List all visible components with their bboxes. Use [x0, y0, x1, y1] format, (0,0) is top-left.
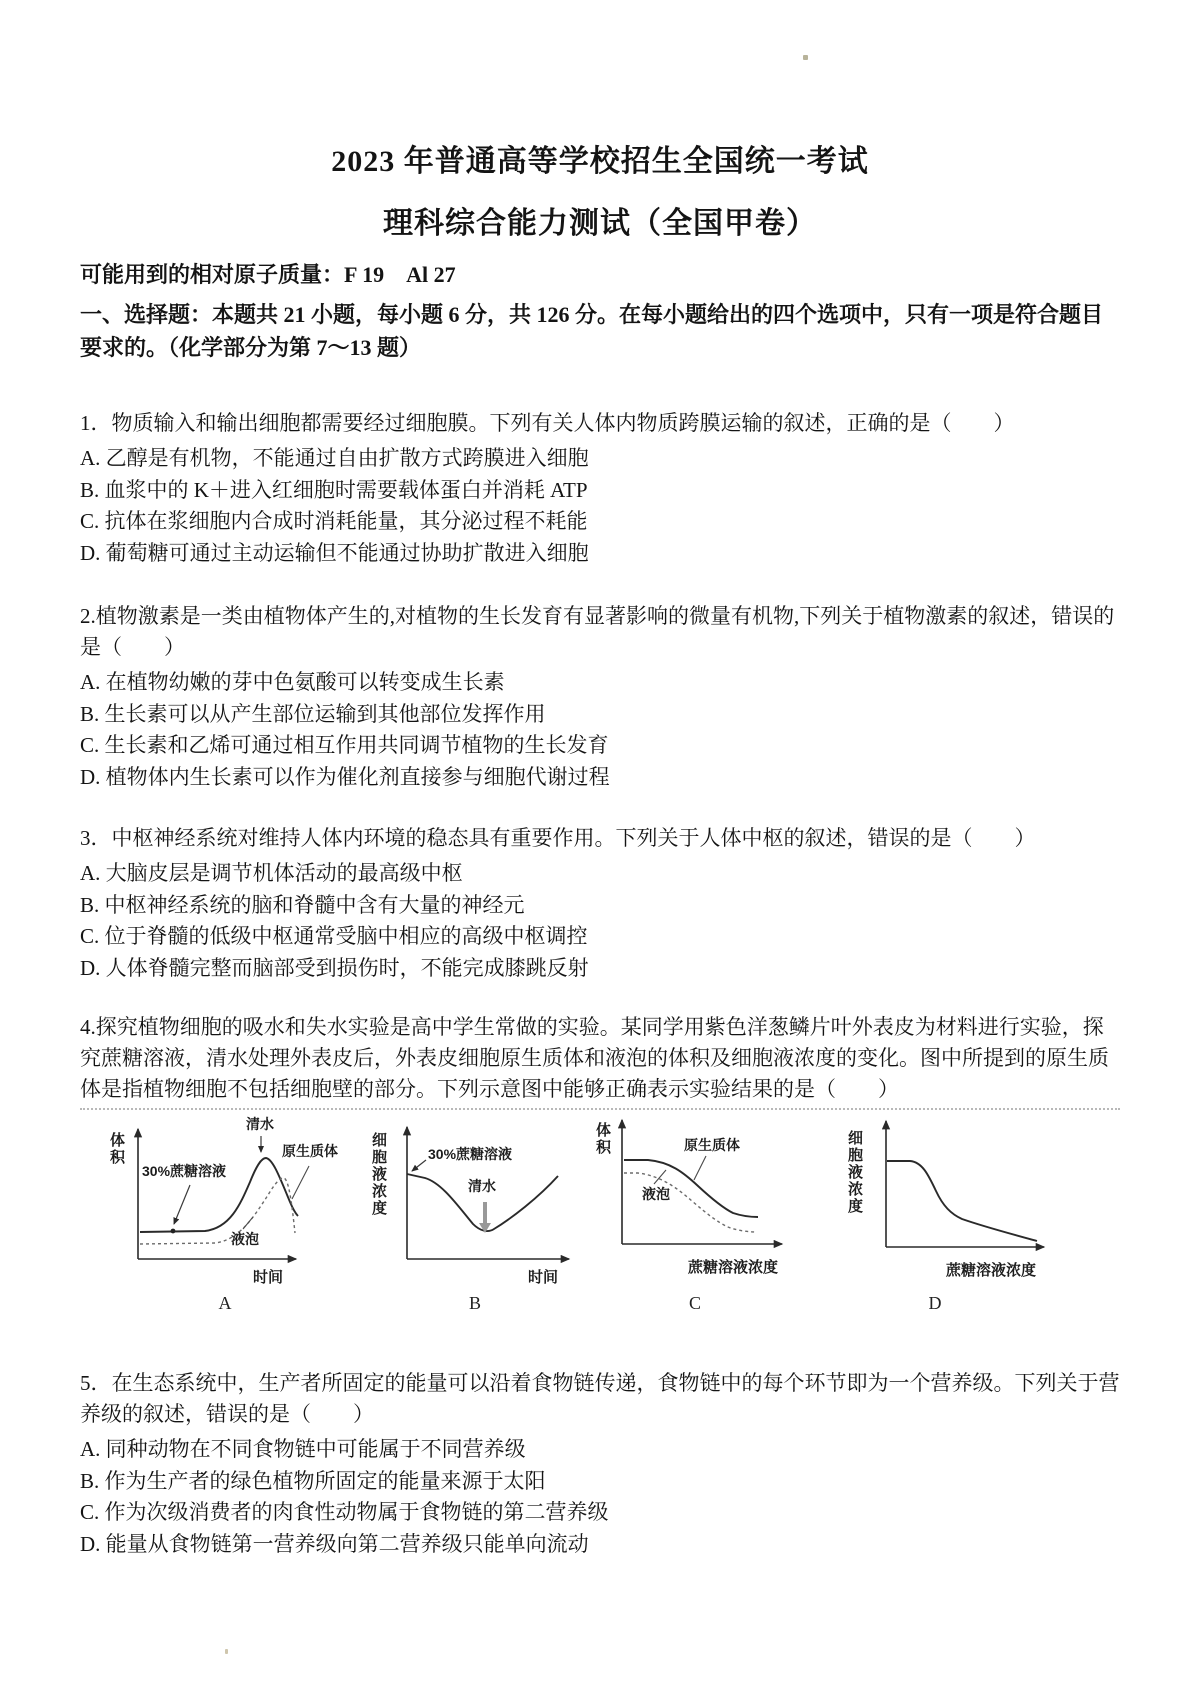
d-concentration-curve: [887, 1161, 1037, 1241]
c-protoplast-label: 原生质体: [684, 1137, 740, 1153]
panel-a-letter: A: [218, 1293, 232, 1313]
question-1-option-d: D. 葡萄糖可通过主动运输但不能通过协助扩散进入细胞: [80, 540, 589, 565]
b-sucrose-label: 30%蔗糖溶液: [428, 1146, 513, 1162]
question-5-option-d: D. 能量从食物链第一营养级向第二营养级只能单向流动: [80, 1531, 589, 1556]
figure-panel-b: [370, 1110, 580, 1322]
question-1-option-c: C. 抗体在浆细胞内合成时消耗能量，其分泌过程不耗能: [80, 509, 588, 533]
question-4: [80, 1012, 1120, 1105]
question-1: [80, 408, 1120, 569]
b-water-label: 清水: [468, 1178, 496, 1194]
figure-panel-c: [590, 1110, 800, 1322]
panel-b-chart: [370, 1110, 580, 1322]
a-sucrose-label: 30%蔗糖溶液: [142, 1163, 227, 1179]
question-5-option-a: A. 同种动物在不同食物链中可能属于不同营养级: [80, 1437, 526, 1461]
figure-panel-a: [90, 1110, 360, 1322]
page-content: [80, 0, 1120, 1560]
question-2-option-d: D. 植物体内生长素可以作为催化剂直接参与细胞代谢过程: [80, 764, 610, 789]
question-4-figure: [80, 1108, 1120, 1324]
d-x-axis-label: 蔗糖溶液浓度: [946, 1262, 1037, 1279]
c-x-axis-label: 蔗糖溶液浓度: [688, 1259, 779, 1276]
a-vacuole-label: 液泡: [231, 1231, 259, 1247]
scan-artifact-dot-bottom: [225, 1649, 228, 1654]
b-sucrose-arrow: [412, 1160, 426, 1171]
section-one-intro: 一、选择题：本题共 21 小题，每小题 6 分，共 126 分。在每小题给出的四个选项中，只有一项是符合题目要求的。（化学部分为第 7～13 题）: [80, 302, 1104, 360]
panel-c-letter: C: [688, 1293, 701, 1313]
question-2-option-a: A. 在植物幼嫩的芽中色氨酸可以转变成生长素: [80, 670, 505, 694]
c-vacuole-curve: [624, 1173, 757, 1232]
question-2-option-b: B. 生长素可以从产生部位运输到其他部位发挥作用: [80, 701, 546, 726]
question-5-stem: 5．在生态系统中，生产者所固定的能量可以沿着食物链传递，食物链中的每个环节即为一个营养级。下列关于营养级的叙述，错误的是（ ）: [80, 1371, 1120, 1426]
b-x-axis-label: 时间: [528, 1269, 559, 1286]
question-3-option-c: C. 位于脊髓的低级中枢通常受脑中相应的高级中枢调控: [80, 924, 588, 948]
d-y-axis-label: 细胞液浓度: [848, 1130, 864, 1215]
c-protoplast-leader: [694, 1156, 706, 1180]
a-water-label: 清水: [246, 1116, 274, 1132]
b-y-axis-label: 细胞液浓度: [372, 1132, 388, 1217]
question-5: [80, 1368, 1120, 1560]
atomic-mass-note: 可能用到的相对原子质量：F 19 Al 27: [80, 262, 456, 287]
a-protoplast-label: 原生质体: [282, 1143, 338, 1159]
question-1-option-a: A. 乙醇是有机物，不能通过自由扩散方式跨膜进入细胞: [80, 446, 589, 470]
question-3: [80, 823, 1120, 984]
question-2-stem: 2.植物激素是一类由植物体产生的,对植物的生长发育有显著影响的微量有机物,下列关于植物激素的叙述，错误的是（ ）: [80, 604, 1115, 659]
panel-d-letter: D: [928, 1293, 942, 1313]
question-1-option-b: B. 血浆中的 K＋进入红细胞时需要载体蛋白并消耗 ATP: [80, 477, 588, 502]
figure-panel-d: [820, 1110, 1050, 1322]
panel-b-letter: B: [468, 1293, 481, 1313]
c-y-axis-label: 体积: [596, 1122, 612, 1156]
question-1-stem: 1．物质输入和输出细胞都需要经过细胞膜。下列有关人体内物质跨膜运输的叙述，正确的是（ ）: [80, 411, 1015, 435]
exam-title: 2023 年普通高等学校招生全国统一考试: [331, 145, 869, 178]
question-5-option-c: C. 作为次级消费者的肉食性动物属于食物链的第二营养级: [80, 1500, 609, 1524]
question-3-options: [80, 858, 1120, 984]
panel-a-chart: [90, 1110, 360, 1322]
question-5-option-b: B. 作为生产者的绿色植物所固定的能量来源于太阳: [80, 1468, 546, 1493]
question-2-option-c: C. 生长素和乙烯可通过相互作用共同调节植物的生长发育: [80, 733, 609, 757]
question-2-options: [80, 667, 1120, 793]
question-4-stem: 4.探究植物细胞的吸水和失水实验是高中学生常做的实验。某同学用紫色洋葱鳞片叶外表皮为材料进行实验，探究蔗糖溶液，清水处理外表皮后，外表皮细胞原生质体和液泡的体积及细胞液浓度的变化。图中所提到的原生质体是指植物细胞不包括细胞壁的部分。下列示意图中能够正确表示实验结果的是（ ）: [80, 1015, 1109, 1101]
exam-subtitle: 理科综合能力测试（全国甲卷）: [383, 207, 817, 240]
question-3-option-b: B. 中枢神经系统的脑和脊髓中含有大量的神经元: [80, 892, 525, 917]
scan-artifact-dot-top: [803, 55, 808, 60]
a-vacuole-leader: [243, 1217, 253, 1229]
c-vacuole-label: 液泡: [642, 1186, 670, 1202]
a-sucrose-dot: [171, 1229, 176, 1234]
a-sucrose-arrow: [174, 1185, 190, 1224]
question-1-options: [80, 443, 1120, 569]
question-3-option-a: A. 大脑皮层是调节机体活动的最高级中枢: [80, 861, 463, 885]
question-5-options: [80, 1434, 1120, 1560]
a-y-axis-label: 体积: [110, 1132, 126, 1166]
a-x-axis-label: 时间: [253, 1269, 284, 1286]
a-protoplast-leader: [292, 1166, 309, 1199]
question-3-stem: 3．中枢神经系统对维持人体内环境的稳态具有重要作用。下列关于人体中枢的叙述，错误的是（ ）: [80, 826, 1036, 850]
question-2: [80, 601, 1120, 793]
question-3-option-d: D. 人体脊髓完整而脑部受到损伤时，不能完成膝跳反射: [80, 955, 589, 980]
a-vacuole-curve: [140, 1178, 295, 1244]
